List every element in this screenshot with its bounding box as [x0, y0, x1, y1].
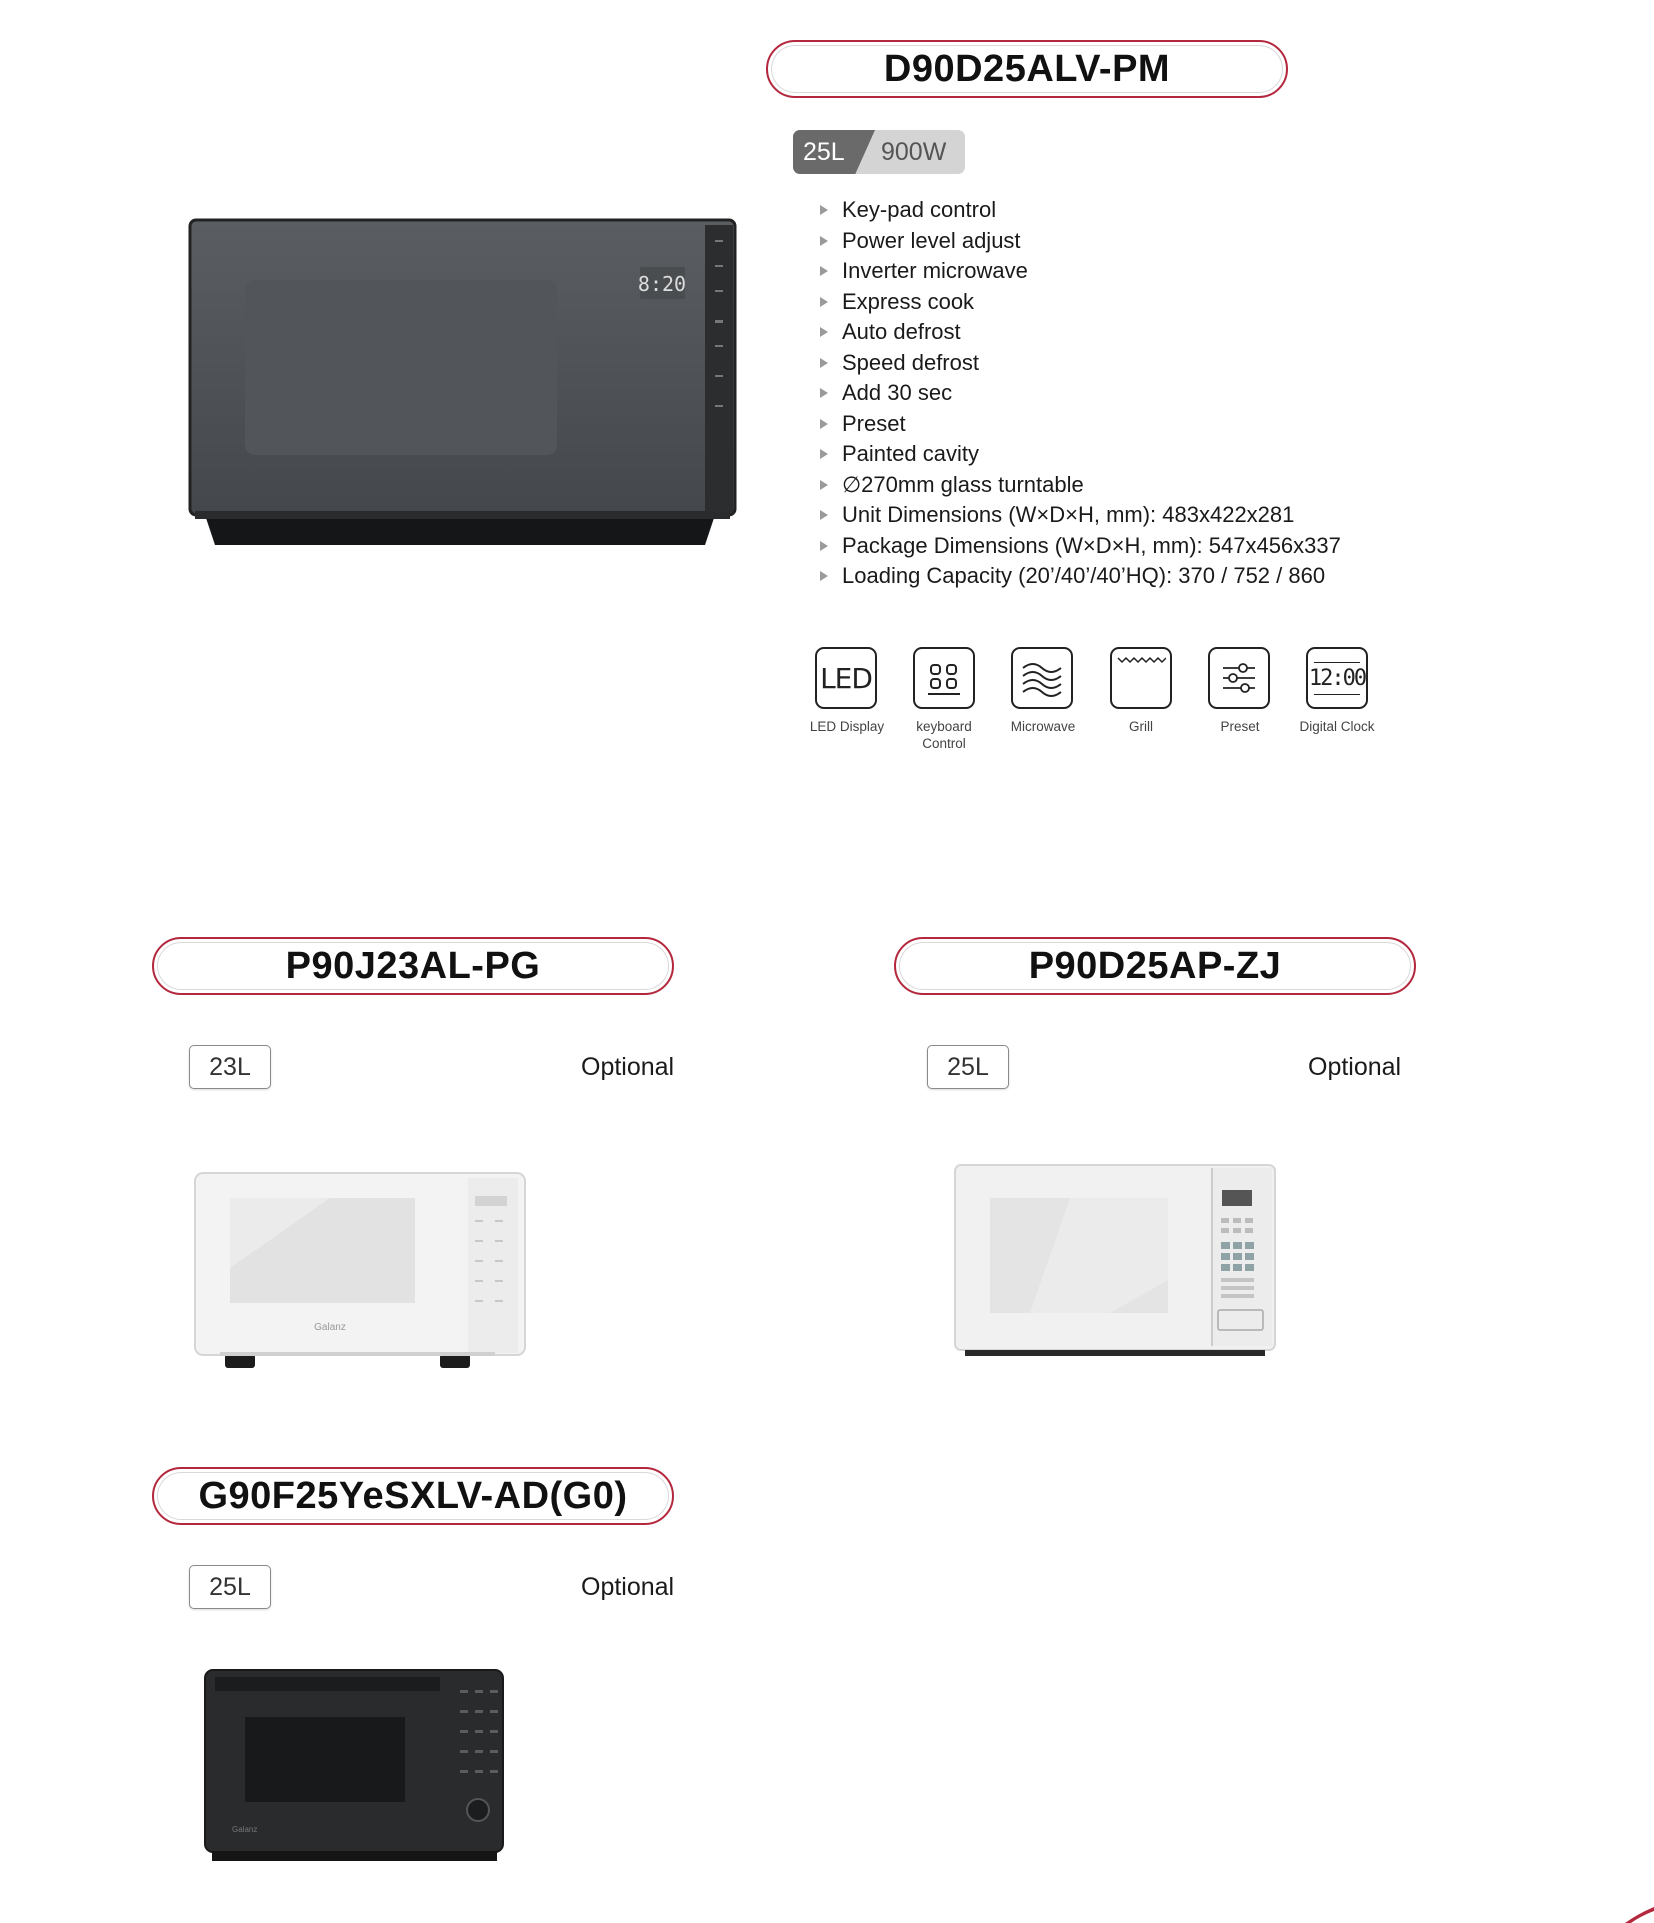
- model-name: P90J23AL-PG: [285, 944, 541, 987]
- capacity-text: 25L: [947, 1052, 989, 1081]
- list-item: Painted cavity: [820, 439, 1341, 470]
- model-name: P90D25AP-ZJ: [1028, 944, 1282, 987]
- optional-label: Optional: [581, 1573, 675, 1601]
- preset-label: Preset: [1220, 719, 1260, 734]
- capacity-text: 23L: [209, 1052, 251, 1081]
- list-item: Power level adjust: [820, 226, 1341, 257]
- keyboard-control-icon: [913, 647, 975, 709]
- capacity-text: 25L: [209, 1572, 251, 1601]
- main-microwave-image: [185, 215, 745, 555]
- microwave-image-p90d25ap-zj: [950, 1160, 1280, 1365]
- digital-clock-glyph: 12:00: [1308, 665, 1366, 691]
- brand-logo: Galanz: [314, 1322, 346, 1333]
- list-item: Key-pad control: [820, 195, 1341, 226]
- keyboard-control-label: keyboard Control: [916, 719, 972, 751]
- feature-list: [820, 195, 1341, 592]
- optional-label: Optional: [581, 1053, 675, 1081]
- list-item: Auto defrost: [820, 317, 1341, 348]
- microwave-label: Microwave: [1010, 719, 1076, 734]
- grill-label: Grill: [1129, 719, 1153, 734]
- capacity-badge: [927, 1045, 1009, 1089]
- main-display-time: 8:20: [637, 272, 687, 296]
- optional-label: Optional: [1308, 1053, 1402, 1081]
- brand-logo: Galanz: [232, 1825, 258, 1834]
- digital-clock-label: Digital Clock: [1299, 719, 1375, 734]
- list-item: ∅270mm glass turntable: [820, 470, 1341, 501]
- power-label: 900W: [881, 138, 947, 166]
- model-title-p90j23al-pg: [152, 937, 674, 995]
- microwave-image-p90j23al-pg: [190, 1168, 535, 1373]
- list-item: Inverter microwave: [820, 256, 1341, 287]
- model-title-p90d25ap-zj: [894, 937, 1416, 995]
- digital-clock-icon: [1306, 647, 1368, 709]
- capacity-badge: [189, 1045, 271, 1089]
- led-display-label: LED Display: [809, 719, 885, 734]
- list-item: Express cook: [820, 287, 1341, 318]
- model-name: G90F25YeSXLV-AD(G0): [198, 1474, 628, 1517]
- list-item: Unit Dimensions (W×D×H, mm): 483x422x281: [820, 500, 1341, 531]
- main-model-title: [766, 40, 1288, 98]
- grill-icon: [1110, 647, 1172, 709]
- list-item: Preset: [820, 409, 1341, 440]
- preset-icon: [1208, 647, 1270, 709]
- list-item: Loading Capacity (20’/40’/40’HQ): 370 / 752 / 860: [820, 561, 1341, 592]
- list-item: Package Dimensions (W×D×H, mm): 547x456x337: [820, 531, 1341, 562]
- microwave-image-g90f25yesxlv-ad: [200, 1665, 510, 1865]
- capacity-badge: [189, 1565, 271, 1609]
- capacity-label: 25L: [803, 138, 845, 166]
- corner-accent: [1625, 1905, 1654, 1923]
- microwave-icon: [1011, 647, 1073, 709]
- main-model-name: D90D25ALV-PM: [883, 47, 1171, 90]
- led-display-icon: LED: [815, 647, 877, 709]
- model-title-g90f25yesxlv-ad: [152, 1467, 674, 1525]
- capacity-power-tag: [793, 130, 965, 174]
- list-item: Add 30 sec: [820, 378, 1341, 409]
- list-item: Speed defrost: [820, 348, 1341, 379]
